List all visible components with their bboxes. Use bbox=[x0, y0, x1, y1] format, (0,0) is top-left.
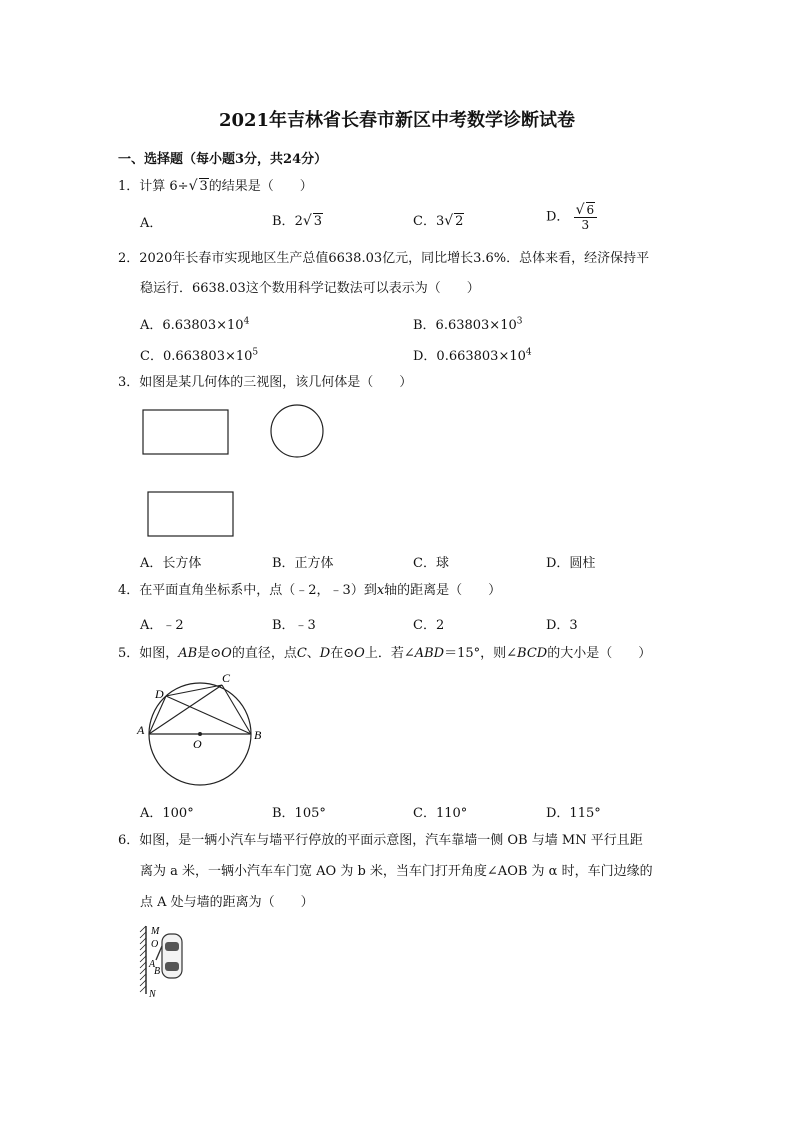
q5-part: 在⊙ bbox=[330, 646, 355, 661]
page-title: 2021年吉林省长春市新区中考数学诊断试卷 bbox=[218, 110, 576, 131]
question-2-line-1: 2．2020年长春市实现地区生产总值6638.03亿元，同比增长3.6%．总体来看，经济保持平 bbox=[118, 251, 650, 266]
three-view-figure bbox=[130, 400, 350, 545]
label-a: A bbox=[137, 723, 145, 737]
question-2-line-2: 稳运行．6638.03这个数用科学记数法可以表示为（ ） bbox=[140, 281, 480, 296]
center-dot bbox=[198, 732, 202, 736]
q5-c: C bbox=[296, 646, 307, 661]
label-c: C bbox=[222, 671, 231, 685]
q4-option-c[interactable]: C．2 bbox=[413, 618, 445, 633]
q5-o: O bbox=[354, 646, 365, 661]
q1-option-c[interactable]: C．3√ 2 bbox=[413, 213, 464, 229]
question-3-stem: 3．如图是某几何体的三视图，该几何体是（ ） bbox=[118, 375, 413, 390]
label-b: B bbox=[154, 966, 161, 977]
q5-part: 是⊙ bbox=[197, 646, 222, 661]
q2-c-exp: 5 bbox=[252, 347, 259, 358]
q1-stem-part: 1．计算 6÷ bbox=[118, 179, 189, 194]
label-b: B bbox=[254, 728, 262, 742]
q5-o: O bbox=[221, 646, 232, 661]
q2-option-a[interactable] bbox=[140, 314, 249, 333]
q4-option-b[interactable]: B．﹣3 bbox=[272, 618, 316, 633]
car-windshield bbox=[165, 942, 179, 951]
label-o: O bbox=[193, 737, 202, 751]
q5-option-c[interactable]: C．110° bbox=[413, 806, 468, 821]
q1-b-coef: 2 bbox=[294, 214, 303, 229]
q3-option-b[interactable]: B．正方体 bbox=[272, 556, 334, 571]
q2-a-exp: 4 bbox=[243, 316, 250, 327]
q4-option-a[interactable]: A．﹣2 bbox=[140, 618, 184, 633]
q5-ab: AB bbox=[178, 646, 198, 661]
q2-c-text: C．0.663803×10 bbox=[140, 349, 253, 364]
q4-option-d[interactable]: D．3 bbox=[546, 618, 578, 633]
chord-db bbox=[166, 696, 251, 734]
q5-part: 、 bbox=[306, 646, 320, 661]
q2-a-text: A．6.63803×10 bbox=[140, 318, 244, 333]
q5-part: 的直径，点 bbox=[231, 646, 297, 661]
q1-radicand: 3 bbox=[199, 179, 208, 194]
q2-b-text: B．6.63803×10 bbox=[413, 318, 517, 333]
q1-c-coef: 3 bbox=[435, 214, 445, 229]
q1-option-a[interactable]: A． bbox=[140, 216, 163, 231]
label-m: M bbox=[151, 926, 160, 937]
q1-d-fraction: $\frac{√ 6}{3}$ bbox=[574, 202, 598, 232]
q3-option-c[interactable]: C．球 bbox=[413, 556, 449, 571]
q2-b-exp: 3 bbox=[516, 316, 523, 327]
question-5-stem bbox=[118, 646, 651, 662]
wall-hatching bbox=[140, 926, 146, 992]
chord-cb bbox=[222, 685, 251, 734]
q1-d-denominator: 3 bbox=[581, 218, 590, 232]
q1-d-num-radicand: 6 bbox=[586, 203, 595, 217]
q2-option-c[interactable] bbox=[140, 345, 258, 364]
q4-stem-part: 轴的距离是（ ） bbox=[384, 583, 502, 598]
q5-part: ＝15°，则∠ bbox=[444, 646, 518, 661]
q3-option-d[interactable]: D．圆柱 bbox=[546, 556, 596, 571]
q2-d-text: D．0.663803×10 bbox=[413, 349, 526, 364]
q4-x: x bbox=[376, 583, 385, 598]
q2-option-d[interactable] bbox=[413, 345, 532, 364]
q5-option-a[interactable]: A．100° bbox=[140, 806, 194, 821]
q1-b-label: B． bbox=[272, 214, 295, 229]
car-rear-window bbox=[165, 962, 179, 971]
q5-abd: ABD bbox=[414, 646, 445, 661]
q5-option-b[interactable]: B．105° bbox=[272, 806, 326, 821]
q1-b-radicand: 3 bbox=[313, 214, 323, 229]
q5-d: D bbox=[319, 646, 331, 661]
q5-part: 上．若∠ bbox=[364, 646, 415, 661]
question-6-line-2: 离为 a 米，一辆小汽车车门宽 AO 为 b 米，当车门打开角度∠AOB 为 α 时，车门边缘的 bbox=[140, 864, 653, 879]
q1-stem-part: 的结果是（ ） bbox=[208, 179, 313, 194]
question-6-line-1: 6．如图，是一辆小汽车与墙平行停放的平面示意图，汽车靠墙一侧 OB 与墙 MN 平行且距 bbox=[118, 833, 643, 848]
label-o: O bbox=[151, 939, 159, 950]
q1-d-label: D． bbox=[546, 209, 570, 225]
label-a: A bbox=[149, 959, 156, 970]
q2-d-exp: 4 bbox=[525, 347, 532, 358]
q2-option-b[interactable] bbox=[413, 314, 522, 333]
circle-geometry-figure bbox=[130, 668, 280, 793]
q1-option-b[interactable]: B．2√ 3 bbox=[272, 213, 323, 229]
section-heading: 一、选择题（每小题3分，共24分） bbox=[118, 152, 328, 167]
front-view-rect bbox=[143, 410, 228, 454]
q5-option-d[interactable]: D．115° bbox=[546, 806, 601, 821]
q1-option-d[interactable] bbox=[546, 202, 597, 232]
q3-option-a[interactable]: A．长方体 bbox=[140, 556, 202, 571]
q4-stem-part: 4．在平面直角坐标系中，点（﹣2，﹣3）到 bbox=[118, 583, 377, 598]
question-6-line-3: 点 A 处与墙的距离为（ ） bbox=[140, 895, 314, 910]
label-d: D bbox=[155, 687, 164, 701]
label-n: N bbox=[149, 989, 156, 1000]
q1-c-label: C． bbox=[413, 214, 436, 229]
q5-bcd: BCD bbox=[517, 646, 548, 661]
q5-part: 的大小是（ ） bbox=[547, 646, 652, 661]
car-wall-figure bbox=[136, 920, 196, 1000]
top-view-rect bbox=[148, 492, 233, 536]
q5-part: 5．如图， bbox=[118, 646, 179, 661]
q1-c-radicand: 2 bbox=[455, 214, 464, 229]
question-1-stem: 1．计算 6÷√ 3的结果是（ ） bbox=[118, 178, 313, 194]
side-view-circle bbox=[271, 405, 323, 457]
car-body bbox=[162, 934, 182, 978]
question-4-stem bbox=[118, 583, 501, 599]
